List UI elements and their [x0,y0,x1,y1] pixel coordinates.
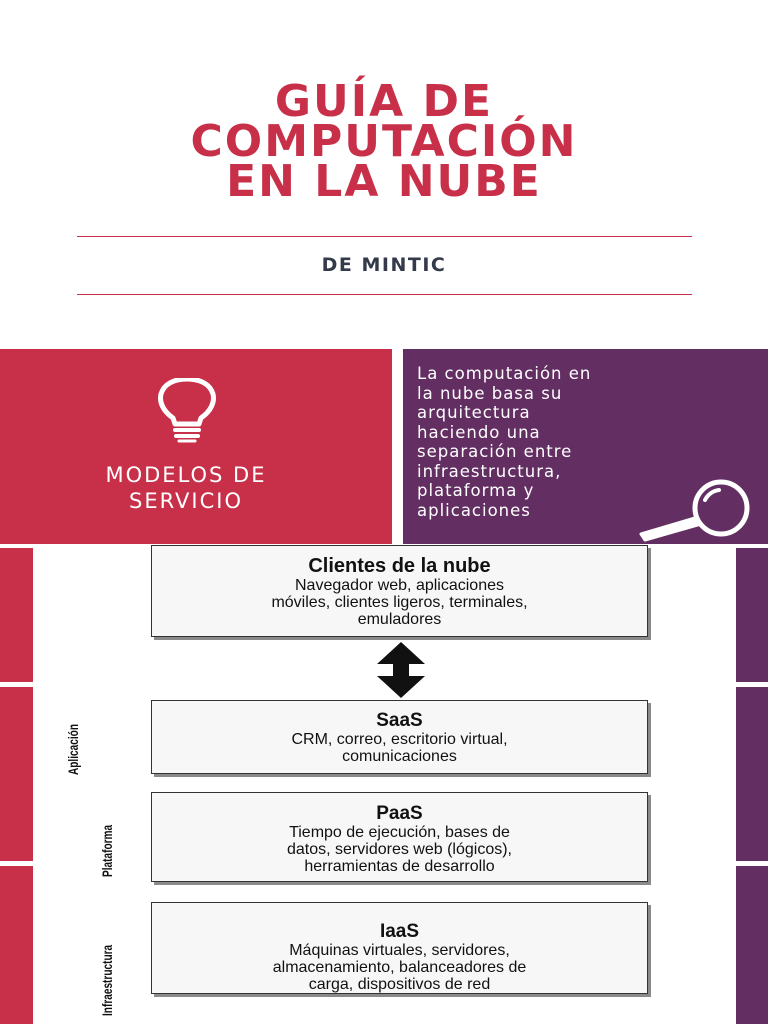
saas-body-line: comunicaciones [342,748,457,765]
divider-top [77,236,692,237]
side-strip-left [0,866,33,1024]
models-label-line: SERVICIO [129,489,243,513]
side-strip-right [736,866,768,1024]
side-strip-right [736,548,768,682]
double-arrow-icon [376,642,426,698]
description-line: arquitectura [417,403,531,422]
saas-body-line: CRM, correo, escritorio virtual, [291,731,508,748]
page-subtitle: DE MINTIC [321,254,447,276]
title-line: EN LA NUBE [226,156,542,207]
description-line: haciendo una [417,422,541,442]
description-line: plataforma y [417,481,535,500]
lightbulb-icon [145,378,229,444]
paas-box [151,792,648,882]
description-line: la nube basa su [417,383,563,403]
models-label [0,462,372,514]
clients-heading: Clientes de la nube [308,555,491,577]
saas-heading: SaaS [376,710,423,731]
clients-body-line: emuladores [357,611,442,628]
clients-body [152,577,647,628]
description-line: infraestructura, [417,461,562,481]
iaas-heading: IaaS [379,921,420,942]
side-strip-left [0,548,33,682]
page-title [0,76,768,207]
layer-label-text: Plataforma [99,824,115,877]
title-line: GUÍA DE [274,76,494,127]
paas-body-line: datos, servidores web (lógicos), [287,841,512,858]
title-line: COMPUTACIÓN [190,116,578,167]
magnifier-icon [633,478,757,546]
paas-body-line: herramientas de desarrollo [304,858,495,875]
iaas-body-line: carga, dispositivos de red [308,976,491,993]
iaas-body-line: Máquinas virtuales, servidores, [289,942,510,959]
side-strip-right [736,687,768,861]
layer-label-text: Aplicación [65,724,81,775]
paas-heading: PaaS [376,803,423,824]
paas-body [152,824,647,875]
description-line: La computación en [417,364,592,383]
description-line: separación entre [417,442,573,461]
saas-body [152,731,647,765]
clients-box [151,545,648,637]
description-line: aplicaciones [417,500,531,520]
clients-body-line: móviles, clientes ligeros, terminales, [271,594,528,611]
layer-label-text: Infraestructura [99,944,115,1016]
iaas-body [152,942,647,993]
clients-body-line: Navegador web, aplicaciones [294,577,504,594]
divider-bottom [77,294,692,295]
iaas-box [151,902,648,994]
models-label-line: MODELOS DE [105,463,267,487]
paas-body-line: Tiempo de ejecución, bases de [289,824,510,841]
saas-box [151,700,648,774]
side-strip-left [0,687,33,861]
iaas-body-line: almacenamiento, balanceadores de [272,959,527,976]
cloud-layers-diagram [33,544,736,1024]
